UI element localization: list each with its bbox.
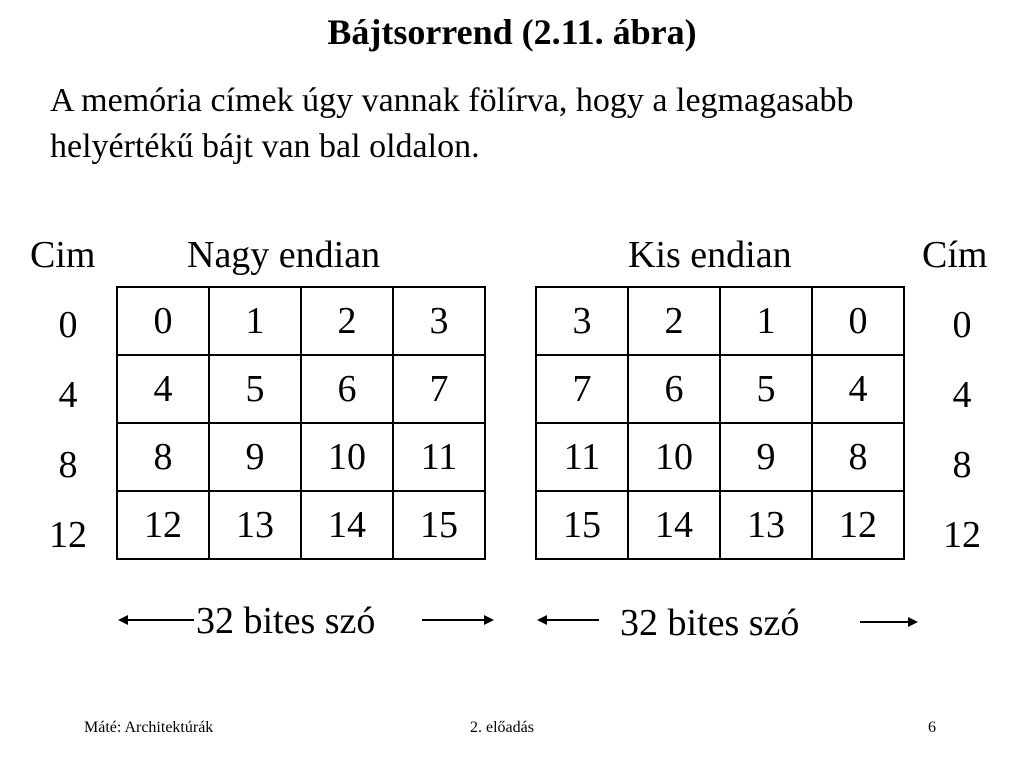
byte-cell: 8 (812, 423, 904, 491)
memory-row (536, 355, 904, 423)
byte-cell: 11 (536, 423, 628, 491)
byte-cell: 9 (209, 423, 301, 491)
byte-cell: 15 (393, 491, 485, 559)
byte-cell: 3 (393, 287, 485, 355)
byte-cell: 8 (117, 423, 209, 491)
byte-cell: 4 (812, 355, 904, 423)
little-endian-address-header: Cím (922, 234, 988, 276)
byte-cell: 9 (720, 423, 812, 491)
byte-cell: 4 (117, 355, 209, 423)
left-arrow-icon (535, 606, 601, 634)
left-arrow-icon (116, 606, 196, 634)
byte-cell: 2 (301, 287, 393, 355)
little-endian-word-label: 32 bites szó (620, 602, 800, 644)
memory-row (536, 287, 904, 355)
big-endian-address-header: Cim (30, 234, 96, 276)
right-arrow-icon (858, 608, 920, 636)
address-label: 4 (952, 374, 972, 416)
little-endian-header: Kis endian (628, 234, 792, 276)
byte-cell: 6 (301, 355, 393, 423)
memory-row (117, 287, 485, 355)
memory-row (536, 491, 904, 559)
footer-author: Máté: Architektúrák (84, 719, 214, 736)
address-label: 8 (952, 444, 972, 486)
byte-cell: 7 (393, 355, 485, 423)
byte-cell: 7 (536, 355, 628, 423)
right-arrow-icon (420, 606, 496, 634)
byte-cell: 6 (628, 355, 720, 423)
byte-cell: 0 (117, 287, 209, 355)
page-number: 6 (928, 719, 936, 736)
address-label: 8 (58, 444, 78, 486)
byte-cell: 12 (117, 491, 209, 559)
slide-body-text: A memória címek úgy vannak fölírva, hogy a legmagasabb helyértékű bájt van bal oldalon. (50, 82, 854, 165)
byte-cell: 0 (812, 287, 904, 355)
byte-cell: 12 (812, 491, 904, 559)
memory-row (117, 355, 485, 423)
big-endian-word-label: 32 bites szó (196, 600, 376, 642)
byte-cell: 13 (209, 491, 301, 559)
byte-cell: 10 (301, 423, 393, 491)
footer-lecture: 2. előadás (470, 719, 534, 736)
big-endian-memory-grid (116, 286, 486, 560)
byte-cell: 11 (393, 423, 485, 491)
memory-row (117, 423, 485, 491)
address-label: 0 (58, 304, 78, 346)
little-endian-memory-grid (535, 286, 905, 560)
byte-cell: 14 (628, 491, 720, 559)
memory-row (117, 491, 485, 559)
byte-cell: 5 (720, 355, 812, 423)
byte-cell: 5 (209, 355, 301, 423)
byte-cell: 15 (536, 491, 628, 559)
byte-cell: 10 (628, 423, 720, 491)
address-label: 4 (58, 374, 78, 416)
byte-cell: 14 (301, 491, 393, 559)
big-endian-header: Nagy endian (187, 234, 381, 276)
byte-cell: 1 (209, 287, 301, 355)
address-label: 12 (49, 514, 87, 556)
address-label: 12 (943, 514, 981, 556)
slide-title: Bájtsorrend (2.11. ábra) (327, 12, 697, 52)
byte-cell: 1 (720, 287, 812, 355)
byte-cell: 13 (720, 491, 812, 559)
address-label: 0 (952, 304, 972, 346)
byte-cell: 2 (628, 287, 720, 355)
byte-cell: 3 (536, 287, 628, 355)
memory-row (536, 423, 904, 491)
